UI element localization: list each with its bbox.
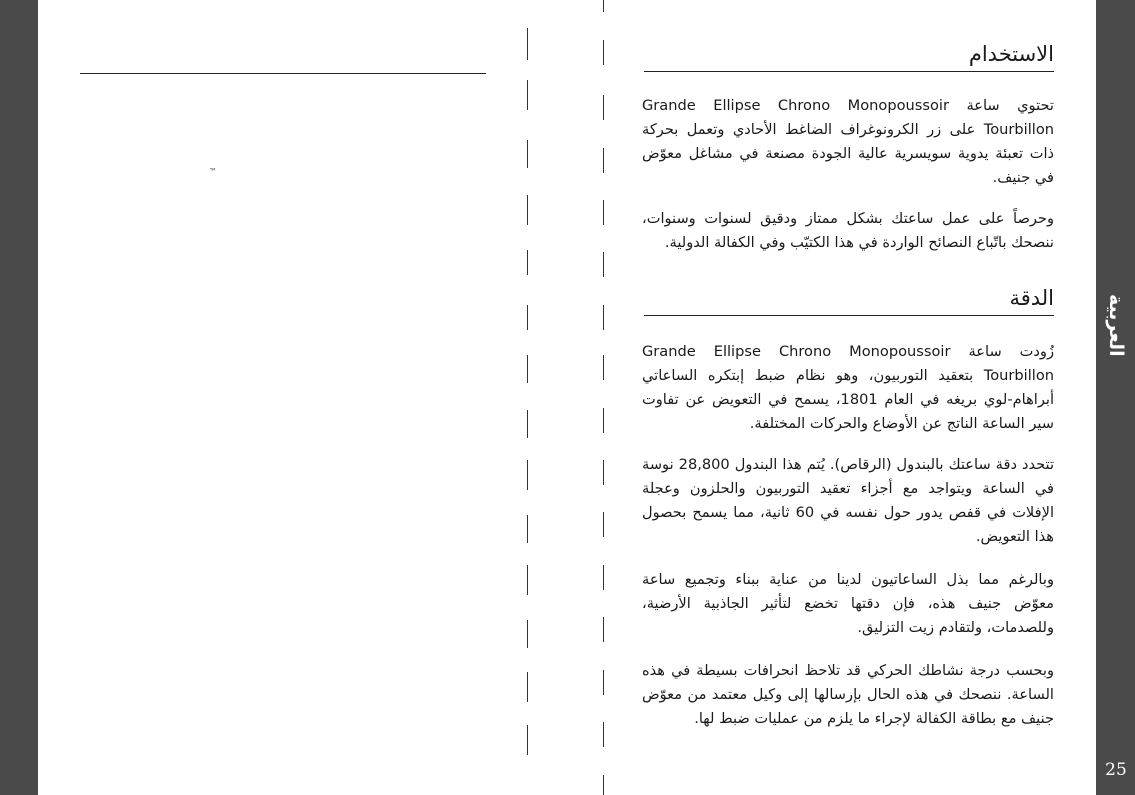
gutter-tick (603, 670, 604, 695)
gutter-tick (603, 460, 604, 485)
gutter-tick (527, 565, 528, 595)
trademark-symbol: ™ (209, 167, 217, 176)
gutter-tick (527, 195, 528, 225)
section-rule (644, 315, 1054, 316)
gutter-tick (527, 250, 528, 275)
left-page-edge (0, 0, 38, 795)
gutter-tick (603, 200, 604, 225)
gutter-tick (527, 620, 528, 648)
gutter-tick (603, 722, 604, 747)
left-page-rule (80, 73, 486, 74)
gutter-tick (527, 305, 528, 330)
gutter-tick (527, 28, 528, 60)
language-label: العربية (1105, 293, 1127, 357)
gutter-tick (603, 0, 604, 12)
gutter-tick (603, 512, 604, 537)
precision-paragraph-1: زُودت ساعة Grande Ellipse Chrono Monopoussoir Tourbillon بتعقيد التوربيون، وهو نظام ضبط إبتكره الساعاتي أبراهام-لوي بريغه في العام 1801، يسمح في التعويض عن تفاوت سير الساعة الناتج عن الأوضاع والحركات المختلفة. (642, 343, 1055, 432)
page-number: 25 (1105, 760, 1127, 780)
precision-paragraph-4: وبحسب درجة نشاطك الحركي قد تلاحظ انحرافات بسيطة في هذه الساعة. ننصحك في هذه الحال بإرسالها إلى وكيل معتمد من معوّض جنيف مع بطاقة الكفالة لإجراء ما يلزم من عمليات ضبط لها. (642, 662, 1054, 727)
gutter-tick (527, 672, 528, 702)
gutter-tick (527, 355, 528, 383)
gutter-tick (527, 140, 528, 168)
gutter-tick (603, 617, 604, 642)
gutter-tick (603, 775, 604, 795)
usage-paragraph-1: تحتوي ساعة Grande Ellipse Chrono Monopoussoir Tourbillon على زر الكرونوغراف الضاغط الأحادي وتعمل بحركة ذات تعبئة يدوية سويسرية عالية الجودة مصنعة في مشاغل معوّض في جنيف. (642, 97, 1054, 186)
gutter-tick (603, 565, 604, 590)
precision-paragraph-3: وبالرغم مما بذل الساعاتيون لدينا من عناية ببناء وتجميع ساعة معوّض جنيف هذه، فإن دقتها تخضع لتأثير الجاذبية الأرضية، وللصدمات، ولتقادم زيت التزليق. (642, 571, 1054, 636)
gutter-tick (527, 725, 528, 755)
gutter-tick (527, 410, 528, 438)
section-heading-precision: الدقة (1009, 286, 1054, 310)
gutter-tick (603, 95, 604, 120)
gutter-tick (603, 305, 604, 330)
section-rule (644, 71, 1054, 72)
gutter-tick (527, 460, 528, 490)
gutter-tick (603, 355, 604, 380)
section-heading-usage: الاستخدام (968, 42, 1054, 66)
gutter-tick (603, 252, 604, 277)
gutter-tick (527, 80, 528, 110)
gutter-tick (527, 515, 528, 543)
precision-paragraph-2: تتحدد دقة ساعتك بالبندول (الرقاص). يُتم هذا البندول 28,800 نوسة في الساعة ويتواجد مع أجزاء تعقيد التوربيون والحلزون وعجلة الإفلات في قفص يدور حول نفسه في 60 ثانية، مما يسمح بحصول هذا التعويض. (642, 456, 1055, 545)
gutter-tick (603, 148, 604, 173)
gutter-tick (603, 40, 604, 65)
usage-paragraph-2: وحرصاً على عمل ساعتك بشكل ممتاز ودقيق لسنوات وسنوات، ننصحك باتّباع النصائح الواردة في هذا الكتيّب وفي الكفالة الدولية. (642, 210, 1054, 251)
language-tab (1096, 0, 1135, 795)
gutter-tick (603, 408, 604, 433)
